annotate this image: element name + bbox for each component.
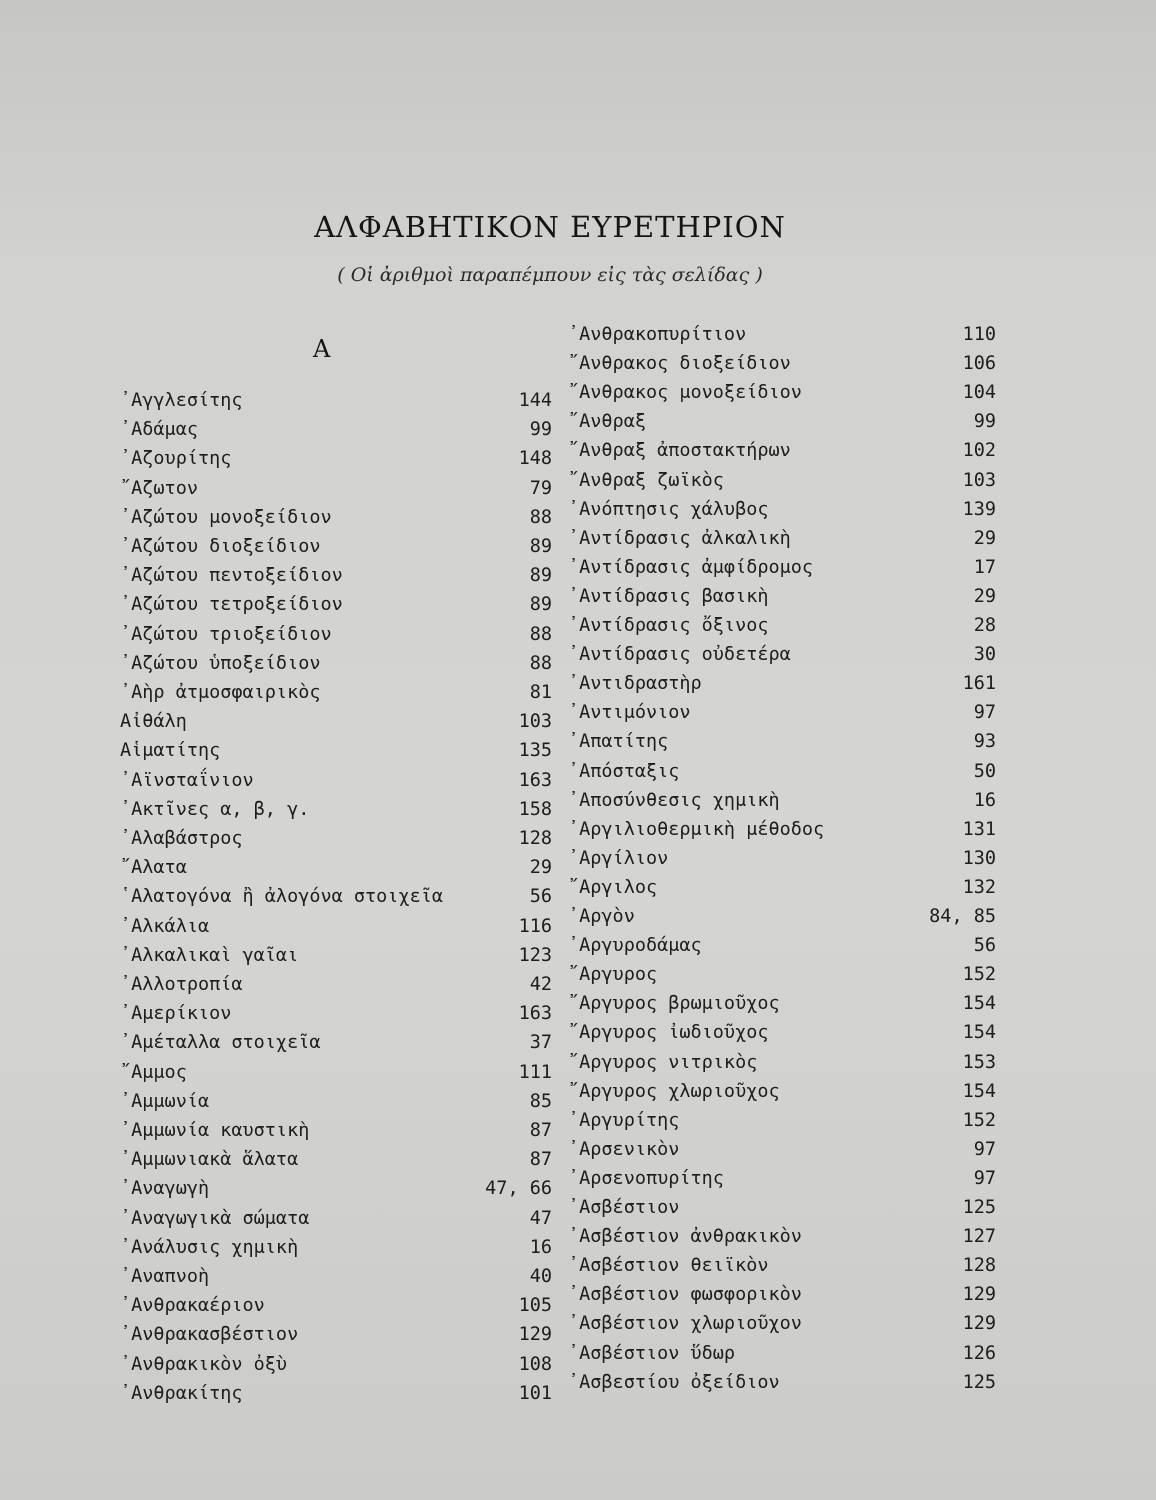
index-page-number: 28 [973, 615, 996, 636]
index-page-number: 97 [973, 702, 996, 724]
index-entry [568, 353, 996, 382]
index-term: ᾿Αλαβάστρος [120, 828, 243, 849]
index-page-number: 42 [529, 974, 552, 995]
index-page-number: 161 [962, 673, 996, 695]
index-entry [568, 1255, 996, 1284]
index-page-number: 116 [518, 915, 552, 937]
index-entry [120, 828, 552, 857]
index-term: ᾿Ασβέστιον φωσφορικὸν [568, 1284, 802, 1306]
index-page-number: 108 [518, 1353, 552, 1375]
index-term: ᾿Αλκαλικαὶ γαῖαι [120, 944, 299, 966]
index-entry [568, 1313, 996, 1342]
index-entry [120, 536, 552, 565]
index-entry [568, 644, 996, 673]
index-entry [120, 857, 552, 886]
index-page-number: 123 [518, 944, 552, 966]
index-term: ῎Ανθρακος διοξείδιον [568, 353, 791, 375]
index-term: ᾿Ανόπτησις χάλυβος [568, 498, 769, 520]
index-page-number: 105 [518, 1295, 552, 1317]
index-entry [120, 390, 552, 419]
index-term: ᾿Αντίδρασις ἀμφίδρομος [568, 556, 814, 578]
index-term: ῎Ανθραξ ἀποστακτήρων [568, 440, 791, 462]
index-entry [568, 1197, 996, 1226]
index-page-number: 97 [973, 1138, 996, 1160]
index-entry [568, 1022, 996, 1051]
index-term: ῎Αμμος [120, 1061, 187, 1083]
index-page-number: 79 [529, 477, 552, 499]
index-entry [120, 799, 552, 828]
index-entry [568, 673, 996, 702]
index-entry [120, 945, 552, 974]
index-entry [120, 594, 552, 623]
index-term: ᾿Αντιδραστὴρ [568, 673, 702, 695]
index-term: ᾿Αλλοτροπία [120, 974, 243, 995]
index-page-number: 125 [962, 1197, 996, 1218]
index-term: ᾿Αργυρίτης [568, 1109, 680, 1131]
index-term: ᾿Αποσύνθεσις χημικὴ [568, 789, 780, 811]
index-entry [120, 740, 552, 769]
index-page-number: 154 [962, 1022, 996, 1044]
index-entry [568, 790, 996, 819]
index-entry [120, 1383, 552, 1412]
index-entry [568, 1168, 996, 1197]
index-term: ῎Ανθρακος μονοξείδιον [568, 382, 802, 404]
index-entry [568, 411, 996, 440]
index-page-number: 129 [518, 1324, 552, 1346]
index-page-number: 29 [529, 857, 552, 879]
index-term: Αἰθάλη [120, 711, 187, 733]
page-title: ΑΛΦΑΒΗΤΙΚΟΝ ΕΥΡΕΤΗΡΙΟΝ [314, 210, 786, 244]
index-page-number: 93 [973, 731, 996, 753]
index-term: ᾿Αζώτου ὑποξείδιον [120, 652, 321, 674]
index-page-number: 56 [973, 935, 996, 957]
index-term: ᾿Αζώτου τριοξείδιον [120, 623, 332, 645]
index-page-number: 144 [518, 390, 552, 411]
index-term: ᾿Αζώτου τετροξείδιον [120, 594, 343, 616]
index-entry [120, 507, 552, 536]
index-page-number: 163 [518, 769, 552, 791]
section-letter: Α [313, 335, 331, 363]
index-term: ᾿Ανθρακίτης [120, 1382, 243, 1404]
index-term: ᾿Ανθρακοπυρίτιον [568, 324, 747, 345]
index-page-number: 17 [973, 556, 996, 578]
index-entry [568, 1372, 996, 1401]
index-page-number: 153 [962, 1051, 996, 1073]
index-term: ᾿Αργὸν [568, 906, 635, 927]
index-term: ᾿Αμμωνία [120, 1090, 210, 1112]
index-entry [120, 1120, 552, 1149]
index-term: ᾿Αϊνσταΐνιον [120, 769, 254, 791]
index-term: ῎Ανθραξ [568, 411, 646, 433]
index-term: ᾿Αζώτου πεντοξείδιον [120, 565, 343, 587]
index-term: ᾿Ακτῖνες α, β, γ. [120, 798, 310, 820]
index-entry [120, 1003, 552, 1032]
index-entry [568, 1343, 996, 1372]
index-term: ᾿Αὴρ ἀτμοσφαιρικὸς [120, 682, 321, 703]
index-page-number: 163 [518, 1003, 552, 1025]
index-entry [120, 1237, 552, 1266]
page-subtitle: ( Οἱ ἀριθμοὶ παραπέμπουν εἰς τὰς σελίδας ) [337, 264, 763, 286]
index-entry [120, 711, 552, 740]
index-term: ᾿Αζουρίτης [120, 448, 232, 470]
index-term: ῎Αργυρος χλωριοῦχος [568, 1080, 780, 1102]
index-term: ῾Αλατογόνα ἢ ἀλογόνα στοιχεῖα [120, 886, 444, 908]
index-entry [568, 440, 996, 469]
index-page-number: 16 [529, 1236, 552, 1258]
index-term: ῎Αζωτον [120, 477, 198, 499]
index-term: ᾿Αμμωνιακὰ ἅλατα [120, 1149, 299, 1171]
index-entry [120, 1208, 552, 1237]
index-page-number: 129 [962, 1284, 996, 1306]
index-entry [568, 499, 996, 528]
index-entry [120, 653, 552, 682]
index-term: ᾿Αρσενοπυρίτης [568, 1167, 724, 1189]
index-term: ῎Αργυρος βρωμιοῦχος [568, 993, 780, 1015]
index-page-number: 154 [962, 993, 996, 1015]
index-entry [120, 1178, 552, 1207]
index-page-number: 89 [529, 536, 552, 557]
index-entry [120, 1354, 552, 1383]
index-term: ᾿Απόσταξις [568, 760, 680, 782]
index-page-number: 88 [529, 652, 552, 674]
index-term: ᾿Αργίλιον [568, 847, 669, 869]
index-page-number: 154 [962, 1080, 996, 1102]
index-term: ᾿Αλκάλια [120, 915, 210, 937]
index-page-number: 129 [962, 1313, 996, 1335]
index-entry [120, 974, 552, 1003]
index-entry [568, 964, 996, 993]
index-page-number: 87 [529, 1120, 552, 1141]
index-page-number: 125 [962, 1371, 996, 1393]
index-term: ᾿Αμμωνία καυστικὴ [120, 1120, 310, 1141]
index-entry [568, 702, 996, 731]
index-page-number: 56 [529, 886, 552, 908]
index-term: ᾿Ανθρακικὸν ὀξὺ [120, 1353, 288, 1375]
index-entry [568, 324, 996, 353]
index-entry [120, 770, 552, 799]
index-entry [568, 906, 996, 935]
index-term: ῎Αργυρος νιτρικὸς [568, 1051, 758, 1073]
index-entry [568, 761, 996, 790]
index-term: ᾿Ασβέστιον ὕδωρ [568, 1342, 736, 1364]
index-page-number: 29 [973, 585, 996, 607]
index-term: ᾿Ασβέστιον θειϊκὸν [568, 1255, 769, 1277]
index-term: ᾿Ανάλυσις χημικὴ [120, 1236, 299, 1258]
index-page-number: 37 [529, 1032, 552, 1054]
index-entry [568, 557, 996, 586]
index-page-number: 111 [518, 1061, 552, 1083]
index-page-number: 87 [529, 1149, 552, 1171]
index-page-number: 47 [529, 1207, 552, 1229]
index-page-number: 99 [973, 411, 996, 433]
index-term: ᾿Αναπνοὴ [120, 1266, 210, 1287]
index-entry [120, 478, 552, 507]
index-page-number: 99 [529, 419, 552, 441]
index-term: ᾿Αναγωγὴ [120, 1178, 210, 1200]
index-entry [568, 1226, 996, 1255]
index-page-number: 97 [973, 1167, 996, 1189]
index-entry [120, 1324, 552, 1353]
index-term: ῎Αργυρος ἰωδιοῦχος [568, 1022, 769, 1044]
index-page-number: 89 [529, 594, 552, 616]
index-term: ᾿Αμέταλλα στοιχεῖα [120, 1032, 321, 1054]
index-entry [120, 448, 552, 477]
index-entry [568, 528, 996, 557]
index-entry [120, 624, 552, 653]
index-term: ᾿Αντίδρασις οὐδετέρα [568, 644, 791, 666]
index-page-number: 104 [962, 382, 996, 404]
index-entry [568, 935, 996, 964]
index-entry [120, 886, 552, 915]
index-page-number: 101 [518, 1382, 552, 1404]
index-entry [120, 1091, 552, 1120]
index-page-number: 81 [529, 682, 552, 703]
index-term: ᾿Αντίδρασις ὄξινος [568, 615, 769, 636]
index-term: ᾿Απατίτης [568, 731, 669, 753]
index-term: ᾿Αζώτου διοξείδιον [120, 536, 321, 557]
index-page-number: 132 [962, 876, 996, 898]
index-term: ῎Αργιλος [568, 876, 658, 898]
index-entry [568, 615, 996, 644]
index-entry [568, 731, 996, 760]
index-entry [568, 1081, 996, 1110]
index-term: ᾿Ασβέστιον χλωριοῦχον [568, 1313, 802, 1335]
index-entry [568, 993, 996, 1022]
index-page-number: 131 [962, 818, 996, 840]
index-entry [120, 1062, 552, 1091]
index-entry [120, 1295, 552, 1324]
index-page-number: 102 [962, 440, 996, 462]
index-entry [568, 1052, 996, 1081]
index-entry [568, 877, 996, 906]
index-entry [568, 1110, 996, 1139]
index-page-number: 128 [518, 828, 552, 849]
index-entry [120, 1149, 552, 1178]
index-term: ᾿Αργιλιοθερμικὴ μέθοδος [568, 818, 825, 840]
index-page-number: 89 [529, 565, 552, 587]
index-entry [568, 819, 996, 848]
index-term: ᾿Ασβέστιον ἀνθρακικὸν [568, 1226, 802, 1248]
index-term: ᾿Αδάμας [120, 419, 198, 441]
index-page-number: 152 [962, 1109, 996, 1131]
index-page-number: 135 [518, 740, 552, 762]
index-page-number: 29 [973, 527, 996, 549]
index-term: ᾿Αντιμόνιον [568, 702, 691, 724]
index-page-number: 50 [973, 760, 996, 782]
index-page-number: 103 [962, 469, 996, 491]
index-term: ῎Αλατα [120, 857, 187, 879]
index-entry [568, 382, 996, 411]
index-entry [568, 848, 996, 877]
index-term: ᾿Αμερίκιον [120, 1003, 232, 1025]
index-page-number: 30 [973, 644, 996, 666]
index-page-number: 127 [962, 1226, 996, 1248]
index-term: Αἱματίτης [120, 740, 221, 762]
index-page-number: 40 [529, 1266, 552, 1287]
index-page-number: 84, 85 [929, 906, 996, 927]
index-entry [568, 470, 996, 499]
index-term: ᾿Ασβεστίου ὀξείδιον [568, 1371, 780, 1393]
index-page-number: 103 [518, 711, 552, 733]
index-page-number: 16 [973, 789, 996, 811]
index-page-number: 85 [529, 1090, 552, 1112]
index-page-number: 152 [962, 964, 996, 986]
index-term: ῎Αργυρος [568, 964, 658, 986]
index-term: ᾿Αργυροδάμας [568, 935, 702, 957]
index-term: ᾿Αντίδρασις ἀλκαλικὴ [568, 527, 791, 549]
index-entry [120, 565, 552, 594]
index-page-number: 130 [962, 847, 996, 869]
index-page-number: 126 [962, 1342, 996, 1364]
index-term: ᾿Αζώτου μονοξείδιον [120, 506, 332, 528]
index-entry [568, 1284, 996, 1313]
index-page-number: 148 [518, 448, 552, 470]
index-term: ᾿Αναγωγικὰ σώματα [120, 1207, 310, 1229]
index-entry [120, 682, 552, 711]
index-term: ᾿Ανθρακαέριον [120, 1295, 265, 1317]
index-entry [120, 1266, 552, 1295]
index-page-number: 110 [962, 324, 996, 345]
index-page-number: 139 [962, 498, 996, 520]
index-page-number: 88 [529, 506, 552, 528]
index-page-number: 158 [518, 798, 552, 820]
index-page-number: 47, 66 [485, 1178, 552, 1200]
index-page-number: 128 [962, 1255, 996, 1277]
index-term: ᾿Αρσενικὸν [568, 1138, 680, 1160]
index-entry [568, 586, 996, 615]
index-term: ῎Ανθραξ ζωϊκὸς [568, 469, 724, 491]
index-term: ᾿Αντίδρασις βασικὴ [568, 585, 769, 607]
index-term: ᾿Αγγλεσίτης [120, 390, 243, 411]
index-page-number: 88 [529, 623, 552, 645]
index-term: ᾿Ασβέστιον [568, 1197, 680, 1218]
index-entry [120, 916, 552, 945]
index-entry [568, 1139, 996, 1168]
index-entry [120, 419, 552, 448]
index-page-number: 106 [962, 353, 996, 375]
index-term: ᾿Ανθρακασβέστιον [120, 1324, 299, 1346]
index-entry [120, 1032, 552, 1061]
